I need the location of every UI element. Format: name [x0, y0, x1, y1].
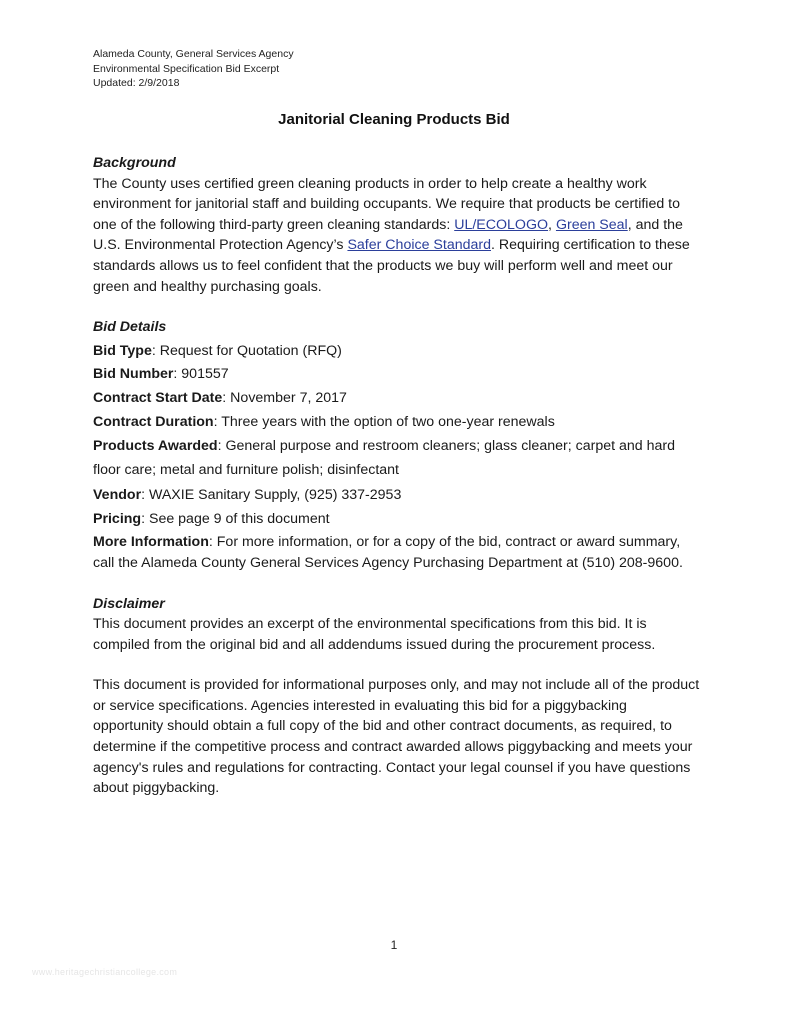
- background-text-4: . Requiring certification to these standards allows us to feel confident that the products we buy will perform well and meet our green and healthy purchasing goals.: [93, 237, 690, 295]
- bid-number-label: Bid Number: [93, 366, 174, 383]
- bid-type-row: [93, 341, 701, 362]
- start-date-value: : November 7, 2017: [222, 389, 347, 406]
- more-info-label: More Information: [93, 534, 209, 551]
- header-doc-type: Environmental Specification Bid Excerpt: [93, 62, 280, 75]
- safer-choice-link[interactable]: Safer Choice Standard: [347, 237, 491, 254]
- green-seal-link[interactable]: Green Seal: [555, 216, 628, 233]
- bid-details-heading: Bid Details: [93, 319, 167, 336]
- header-agency: Alameda County, General Services Agency: [93, 48, 294, 60]
- pricing-value: : See page 9 of this document: [141, 510, 330, 527]
- duration-row: [93, 412, 701, 433]
- more-info-value: : For more information, or for a copy of the bid, contract or award summary, call the Alameda County General Services Agency Purchasing Department at (510) 208-9600.: [93, 534, 683, 571]
- watermark: www.heritagechristiancollege.com: [32, 967, 178, 977]
- pricing-row: [93, 509, 701, 530]
- duration-value: : Three years with the option of two one-year renewals: [213, 413, 555, 430]
- start-date-label: Contract Start Date: [93, 389, 223, 406]
- bid-type-label: Bid Type: [93, 342, 152, 359]
- document-header: [93, 47, 294, 91]
- page-number: 1: [390, 938, 398, 952]
- vendor-label: Vendor: [93, 487, 142, 504]
- pricing-label: Pricing: [93, 510, 142, 527]
- background-paragraph: [93, 174, 701, 298]
- duration-label: Contract Duration: [93, 413, 214, 430]
- disclaimer-paragraph-2: This document is provided for informational purposes only, and may not include all of the product or service specifications. Agencies interested in evaluating this bid for a piggybacking opportunity should obtain a full copy of the bid and other contract documents, as required, to determine if the competitive process and contract awarded allows piggybacking and meets your agency's rules and regulations for contracting. Contact your legal counsel if you have questions about piggybacking.: [93, 677, 700, 797]
- disclaimer-paragraph-1: This document provides an excerpt of the environmental specifications from this bid. It is compiled from the original bid and all addendums issued during the procurement process.: [93, 616, 656, 653]
- vendor-row: [93, 485, 701, 506]
- start-date-row: [93, 388, 701, 409]
- background-text-2: ,: [548, 216, 556, 233]
- products-label: Products Awarded: [93, 438, 218, 455]
- bid-number-value: : 901557: [173, 366, 229, 383]
- header-updated: Updated: 2/9/2018: [93, 77, 180, 89]
- vendor-value: : WAXIE Sanitary Supply, (925) 337-2953: [141, 487, 402, 504]
- page-title: Janitorial Cleaning Products Bid: [278, 111, 510, 128]
- bid-number-row: [93, 364, 701, 385]
- more-info-row: [93, 532, 701, 573]
- products-value: : General purpose and restroom cleaners; glass cleaner; carpet and hard floor care; metal and furniture polish; disinfectant: [93, 438, 675, 478]
- document-body: [93, 153, 701, 799]
- background-text-3: , and the U.S. Environmental Protection Agency’s: [93, 216, 683, 254]
- background-text-1: The County uses certified green cleaning products in order to help create a healthy work environment for janitorial staff and building occupants. We require that products be certified to one of the following third-party green cleaning standards:: [93, 175, 681, 233]
- ul-ecologo-link[interactable]: UL/ECOLOGO: [454, 216, 549, 233]
- background-heading: Background: [93, 155, 176, 171]
- bid-type-value: : Request for Quotation (RFQ): [151, 342, 342, 359]
- disclaimer-heading: Disclaimer: [93, 595, 165, 612]
- products-row: [93, 435, 701, 482]
